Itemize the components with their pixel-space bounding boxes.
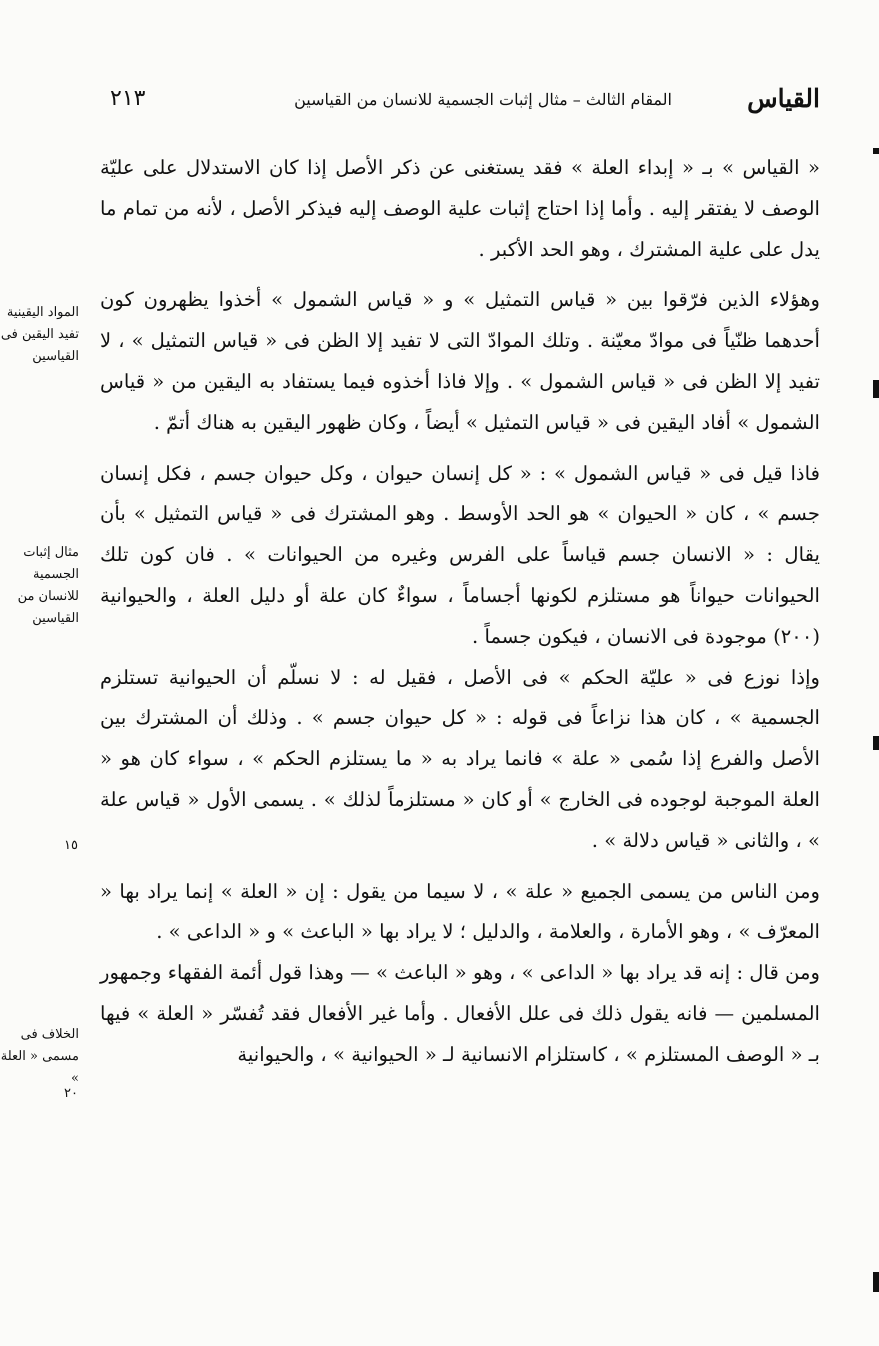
scan-edge-mark bbox=[873, 148, 879, 154]
main-text bbox=[100, 148, 820, 1076]
page-header bbox=[100, 84, 820, 118]
scan-edge-mark bbox=[873, 1272, 879, 1292]
margin-note: مثال إثبات الجسمية للانسان من القياسين bbox=[17, 545, 79, 626]
paragraph: ومن الناس من يسمى الجميع « علة » ، لا سيما من يقول : إن « العلة » إنما يراد بها « المعرّف » ، وهو الأمارة ، والعلامة ، والدليل ؛ لا يراد بها « الباعث » و « الداعى » . bbox=[100, 879, 820, 944]
line-number: ٢٠ bbox=[64, 1086, 78, 1101]
margin-note: المواد اليقينية تفيد اليقين فى القياسين bbox=[0, 305, 79, 364]
paragraph: فاذا قيل فى « قياس الشمول » : « كل إنسان حيوان ، وكل حيوان جسم ، فكل إنسان جسم » ، كان « الحيوان » هو الحد الأوسط . وهو المشترك فى « قياس التمثيل » بأن يقال : « الانسان جسم قياساً على الفرس وغيره من الحيوانات » . فان كون تلك الحيوانات حيواناً هو مستلزم لكونها أجساماً ، سواءٌ كان علة أو دليل العلة ، والحيوانية (٢٠٠) موجودة فى الانسان ، فيكون جسماً . bbox=[100, 461, 820, 648]
paragraph: « القياس » بـ « إبداء العلة » فقد يستغنى عن ذكر الأصل إذا كان الاستدلال على عليّة الوصف لا يفتقر إليه . وأما إذا احتاج إثبات علية الوصف إليه فيذكر الأصل ، لأنه من تمام ما يدل على علية المشترك ، وهو الحد الأكبر . bbox=[100, 156, 820, 261]
running-title: المقام الثالث – مثال إثبات الجسمية للانسان من القياسين bbox=[294, 90, 672, 109]
paragraph: ومن قال : إنه قد يراد بها « الداعى » ، وهو « الباعث » — وهذا قول أئمة الفقهاء وجمهور المسلمين — فانه يقول ذلك فى علل الأفعال . وأما غير الأفعال فقد تُفسّر « العلة » فيها بـ « الوصف المستلزم » ، كاستلزام الانسانية لـ « الحيوانية » ، والحيوانية bbox=[100, 961, 820, 1066]
line-number: ١٥ bbox=[64, 838, 78, 853]
scan-edge-mark bbox=[873, 736, 879, 750]
paragraph: وهؤلاء الذين فرّقوا بين « قياس التمثيل » و « قياس الشمول » أخذوا يظهرون كون أحدهما ظنّياً فى موادّ معيّنة . وتلك الموادّ التى لا تفيد إلا الظن فى « قياس التمثيل » ، لا تفيد إلا الظن فى « قياس الشمول » . وإلا فاذا أخذوه فيما يستفاد به اليقين من « قياس الشمول » أفاد اليقين فى « قياس التمثيل » أيضاً ، وكان ظهور اليقين به هناك أتمّ . bbox=[100, 288, 820, 434]
page-number: ٢١٣ bbox=[110, 86, 146, 111]
scan-edge-mark bbox=[873, 380, 879, 398]
section-title: القياس bbox=[747, 84, 820, 113]
paragraph: وإذا نوزع فى « عليّة الحكم » فى الأصل ، فقيل له : لا نسلّم أن الحيوانية تستلزم الجسمية » ، كان هذا نزاعاً فى قوله : « كل حيوان جسم » . وذلك أن المشترك بين الأصل والفرع إذا سُمى « علة » فانما يراد به « ما يستلزم الحكم » ، سواء كان هو « العلة الموجبة لوجوده فى الخارج » أو كان « مستلزماً لذلك » . يسمى الأول « قياس علة » ، والثانى « قياس دلالة » . bbox=[100, 665, 820, 852]
margin-note: الخلاف فى مسمى « العلة » bbox=[0, 1027, 79, 1086]
